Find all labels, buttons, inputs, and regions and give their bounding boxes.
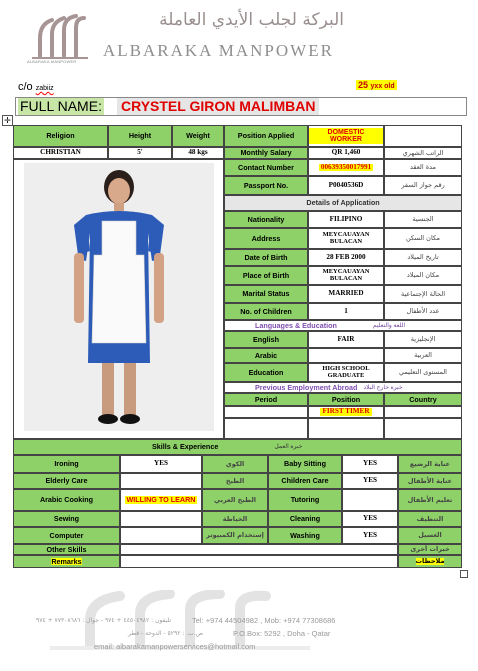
education-label: Education [224,363,308,382]
english-value: FAIR [308,331,384,348]
care-of [18,81,54,93]
date-of-birth-arabic: تاريخ الميلاد [384,249,462,266]
monthly-salary-value: QR 1,460 [308,147,384,159]
position-applied-label: Position Applied [224,125,308,147]
contact-number-label: Contact Number [224,159,308,176]
company-arabic-name: البركة لجلب الأيدي العاملة [159,10,344,30]
passport-arabic: رقم جواز السفر [384,176,462,195]
monthly-salary-arabic: الراتب الشهري [384,147,462,159]
place-of-birth-arabic: مكان الميلاد [384,266,462,285]
full-name-label: FULL NAME: [20,98,102,114]
employment-country-cell [384,418,462,439]
albaraka-logo-icon [26,8,94,66]
place-of-birth-label: Place of Birth [224,266,308,285]
remarks-label: Remarks [51,556,82,566]
application-title: Details of Application [224,195,462,211]
employment-period-cell [224,406,308,418]
other-skills-arabic: خبرات أخرى [398,544,462,555]
full-name-value: CRYSTEL GIRON MALIMBAN [117,98,319,115]
skill-elderly-care-value [120,473,202,489]
skill-ironing-value: YES [120,455,202,473]
skill-tutoring-label: Tutoring [268,489,342,511]
skill-computer-arabic: إستخدام الكمبيوتر [202,527,268,544]
passport-value: P0040536D [308,176,384,195]
skill-arabic-cooking-arabic: الطبخ العربي [202,489,268,511]
footer-phone: Tel: +974 44504982 , Mob: +974 77308686 [192,616,336,625]
footer-address: P.O.Box: 5292 , Doha - Qatar [233,629,331,638]
skill-elderly-care-arabic: الطبخ [202,473,268,489]
employment-position-cell: FIRST TIMER [308,406,384,418]
remarks-arabic: ملاحظات [415,557,445,566]
skill-cleaning-value: YES [342,511,398,527]
nationality-arabic: الجنسية [384,211,462,228]
date-of-birth-label: Date of Birth [224,249,308,266]
remarks-label-cell [13,555,120,568]
date-of-birth-value: 28 FEB 2000 [308,249,384,266]
address-value: MEYCAUAYAN BULACAN [308,228,384,249]
skill-computer-label: Computer [13,527,120,544]
skill-arabic-cooking-value: WILLING TO LEARN [120,489,202,511]
company-english-name: ALBARAKA MANPOWER [103,41,334,60]
resize-handle-icon[interactable] [460,570,468,578]
languages-title [224,320,462,331]
country-header: Country [384,393,462,406]
height-value: 5' [108,147,172,159]
education-arabic: المستوى التعليمي [384,363,462,382]
skill-cleaning-arabic: التنظيف [398,511,462,527]
education-value: HIGH SCHOOL GRADUATE [308,363,384,382]
languages-title-en: Languages & Education [255,320,337,330]
skill-baby-sitting-label: Baby Sitting [268,455,342,473]
nationality-label: Nationality [224,211,308,228]
children-count-value: 1 [308,303,384,320]
english-arabic: الإنجليزية [384,331,462,348]
weight-label: Weight [172,125,224,147]
skill-sewing-label: Sewing [13,511,120,527]
monthly-salary-label: Monthly Salary [224,147,308,159]
age-unit: yxx old [370,83,395,90]
employment-period-cell [224,418,308,439]
table-move-handle-icon[interactable]: ✛ [2,115,13,126]
skill-sewing-arabic: الخياطة [202,511,268,527]
skill-washing-value: YES [342,527,398,544]
arabic-value [308,348,384,363]
height-label: Height [108,125,172,147]
age-badge [356,80,397,90]
logo-caption: ALBARAKA MANPOWER [27,59,77,64]
empty-cell [384,125,462,147]
footer-email: email: albarakamanpowerservices@hotmail.com [94,642,256,651]
skill-children-care-arabic: عناية الأطفال [398,473,462,489]
employment-title-ar: خبرة خارج البلاد [363,384,403,391]
employment-title-en: Previous Employment Abroad [255,382,358,392]
nationality-value: FILIPINO [308,211,384,228]
religion-value: CHRISTIAN [13,147,108,159]
address-label: Address [224,228,308,249]
skill-baby-sitting-arabic: عناية الرضيع [398,455,462,473]
skills-title [13,439,462,455]
skill-cleaning-label: Cleaning [268,511,342,527]
contact-number-value: 00639350017991 [308,159,384,176]
skill-tutoring-value [342,489,398,511]
address-arabic: مكان السكن [384,228,462,249]
period-header: Period [224,393,308,406]
arabic-label: Arabic [224,348,308,363]
care-of-label: c/o [18,81,33,93]
english-label: English [224,331,308,348]
footer-phone-arabic: تليفون : ٤٤٥٠٤٩٨٢ + ٩٧٤ - جوال : ٧٧٣٠٨٦٨٦ + ٩٧٤ [36,617,172,624]
marital-status-arabic: الحالة الإجتماعية [384,285,462,303]
place-of-birth-value: MEYCAUAYAN BULACAN [308,266,384,285]
employment-title [224,382,462,393]
languages-title-ar: اللغة والتعليم [372,322,406,329]
position-applied-value: DOMESTIC WORKER [308,125,384,147]
skill-washing-arabic: الغسيل [398,527,462,544]
skill-children-care-label: Children Care [268,473,342,489]
position-header: Position [308,393,384,406]
remarks-value [120,555,398,568]
remarks-arabic-cell [398,555,462,568]
skills-title-ar: خبرة العمل [274,444,303,450]
other-skills-label: Other Skills [13,544,120,555]
marital-status-label: Marital Status [224,285,308,303]
applicant-photo [24,163,214,431]
skill-baby-sitting-value: YES [342,455,398,473]
skill-sewing-value [120,511,202,527]
skill-ironing-arabic: الكوي [202,455,268,473]
passport-label: Passport No. [224,176,308,195]
skills-title-en: Skills & Experience [152,442,219,452]
contact-number-arabic: مدة العقد [384,159,462,176]
skill-computer-value [120,527,202,544]
children-count-arabic: عدد الأطفال [384,303,462,320]
weight-value: 48 kgs [172,147,224,159]
employment-position-cell [308,418,384,439]
age-value: 25 [358,80,369,90]
footer-address-arabic: ص.ب. : ٥٢٩٢ - الدوحة - قطر [128,630,203,637]
care-of-value: zabiiz [35,85,54,92]
arabic-arabic: العربية [384,348,462,363]
skill-tutoring-arabic: تعليم الأطفال [398,489,462,511]
full-name-row [15,97,467,116]
children-count-label: No. of Children [224,303,308,320]
employment-country-cell [384,406,462,418]
marital-status-value: MARRIED [308,285,384,303]
religion-label: Religion [13,125,108,147]
skill-arabic-cooking-label: Arabic Cooking [13,489,120,511]
skill-children-care-value: YES [342,473,398,489]
other-skills-value [120,544,398,555]
skill-ironing-label: Ironing [13,455,120,473]
skill-washing-label: Washing [268,527,342,544]
skill-elderly-care-label: Elderly Care [13,473,120,489]
